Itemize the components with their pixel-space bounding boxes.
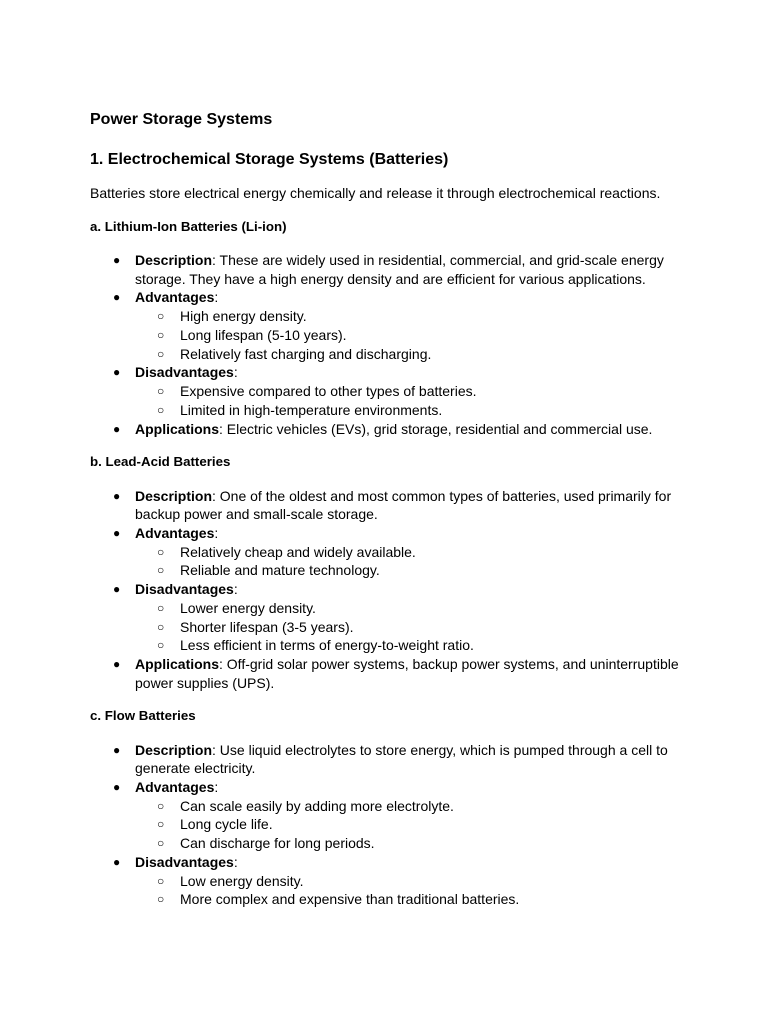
bullet-list-lead-acid xyxy=(90,487,690,693)
sub-list-text: Relatively fast charging and discharging. xyxy=(180,345,432,362)
bullet-marker: ● xyxy=(113,525,121,540)
term-colon: : xyxy=(214,524,219,541)
term-label: Disadvantages xyxy=(135,581,234,598)
term-label: Description xyxy=(135,741,213,758)
sub-list-item xyxy=(135,890,690,909)
document-title: Power Storage Systems xyxy=(90,111,273,128)
sub-list xyxy=(135,872,690,910)
term-colon: : xyxy=(214,289,219,306)
subsection-heading-lead-acid: b. Lead-Acid Batteries xyxy=(90,454,231,470)
sub-marker: ○ xyxy=(157,563,165,578)
list-item-applications xyxy=(90,420,690,439)
sub-list-text: Limited in high-temperature environments. xyxy=(180,401,443,418)
sub-list-text: Can scale easily by adding more electrolyte. xyxy=(180,797,454,814)
bullet-marker: ● xyxy=(113,365,121,380)
sub-list xyxy=(135,382,690,420)
term-text: : Use liquid electrolytes to store energy, which is pumped through a cell to generate electricity. xyxy=(135,741,668,777)
list-item-advantages xyxy=(90,288,690,363)
list-item-disadvantages xyxy=(90,363,690,419)
sub-marker: ○ xyxy=(157,383,165,398)
sub-list-text: Low energy density. xyxy=(180,872,304,889)
term-label: Applications xyxy=(135,420,220,437)
sub-list-item xyxy=(135,345,690,364)
term-label: Disadvantages xyxy=(135,854,234,871)
sub-list-item xyxy=(135,543,690,562)
sub-list-text: Reliable and mature technology. xyxy=(180,562,380,579)
sub-list-item xyxy=(135,561,690,580)
sub-marker: ○ xyxy=(157,798,165,813)
sub-list-text: High energy density. xyxy=(180,307,307,324)
bullet-list-flow xyxy=(90,741,690,909)
sub-marker: ○ xyxy=(157,308,165,323)
sub-marker: ○ xyxy=(157,817,165,832)
term-colon: : xyxy=(214,779,219,796)
sub-list-text: Shorter lifespan (3-5 years). xyxy=(180,618,354,635)
term-label: Applications xyxy=(135,656,220,673)
bullet-marker: ● xyxy=(113,582,121,597)
section-intro: Batteries store electrical energy chemically and release it through electrochemical reactions. xyxy=(90,185,661,201)
sub-list-item xyxy=(135,307,690,326)
sub-list-item xyxy=(135,618,690,637)
sub-list-item xyxy=(135,815,690,834)
sub-list-text: More complex and expensive than traditional batteries. xyxy=(180,891,520,908)
term-label: Disadvantages xyxy=(135,364,234,381)
term-label: Advantages xyxy=(135,524,215,541)
sub-marker: ○ xyxy=(157,638,165,653)
sub-list-text: Lower energy density. xyxy=(180,599,316,616)
list-item-disadvantages xyxy=(90,580,690,655)
subsection-heading-lithium-ion: a. Lithium-Ion Batteries (Li-ion) xyxy=(90,218,287,234)
list-item-advantages xyxy=(90,524,690,580)
sub-marker: ○ xyxy=(157,892,165,907)
sub-marker: ○ xyxy=(157,346,165,361)
bullet-marker: ● xyxy=(113,657,121,672)
sub-list xyxy=(135,599,690,655)
sub-list-text: Less efficient in terms of energy-to-weight ratio. xyxy=(180,637,474,654)
term-label: Advantages xyxy=(135,779,215,796)
term-colon: : xyxy=(233,364,238,381)
sub-list-text: Long lifespan (5-10 years). xyxy=(180,326,347,343)
sub-list xyxy=(135,543,690,581)
sub-list-item xyxy=(135,599,690,618)
sub-list-text: Expensive compared to other types of batteries. xyxy=(180,382,477,399)
list-item-description xyxy=(90,487,690,524)
sub-list-text: Relatively cheap and widely available. xyxy=(180,543,416,560)
sub-marker: ○ xyxy=(157,619,165,634)
term-text: : Electric vehicles (EVs), grid storage, residential and commercial use. xyxy=(219,420,653,437)
list-item-applications xyxy=(90,655,690,692)
term-text: : These are widely used in residential, commercial, and grid-scale energy storage. They have a high energy density and are efficient for various applications. xyxy=(135,252,664,287)
term-label: Advantages xyxy=(135,289,215,306)
sub-list-item xyxy=(135,834,690,853)
sub-marker: ○ xyxy=(157,600,165,615)
bullet-marker: ● xyxy=(113,421,121,436)
sub-list xyxy=(135,797,690,853)
sub-marker: ○ xyxy=(157,836,165,851)
bullet-marker: ● xyxy=(113,742,121,757)
section-heading: 1. Electrochemical Storage Systems (Batteries) xyxy=(90,151,449,168)
sub-list-item xyxy=(135,382,690,401)
subsection-heading-flow: c. Flow Batteries xyxy=(90,708,196,724)
sub-list-text: Long cycle life. xyxy=(180,816,273,833)
term-text: : One of the oldest and most common types of batteries, used primarily for backup power and small-scale storage. xyxy=(135,487,672,523)
term-colon: : xyxy=(233,854,238,871)
term-colon: : xyxy=(233,581,238,598)
sub-list xyxy=(135,307,690,363)
sub-list-item xyxy=(135,326,690,345)
list-item-description xyxy=(90,741,690,778)
term-text: : Off-grid solar power systems, backup power systems, and uninterruptible power supplies (UPS). xyxy=(135,656,679,691)
sub-marker: ○ xyxy=(157,544,165,559)
term-label: Description xyxy=(135,487,213,504)
sub-list-item xyxy=(135,797,690,816)
list-item-description xyxy=(90,251,690,288)
bullet-list-lithium-ion xyxy=(90,251,690,438)
sub-list-item xyxy=(135,872,690,891)
term-label: Description xyxy=(135,252,213,269)
bullet-marker: ● xyxy=(113,253,121,268)
bullet-marker: ● xyxy=(113,488,121,503)
sub-marker: ○ xyxy=(157,873,165,888)
list-item-advantages xyxy=(90,778,690,853)
bullet-marker: ● xyxy=(113,855,121,870)
document-page xyxy=(90,108,690,924)
sub-list-item xyxy=(135,636,690,655)
list-item-disadvantages xyxy=(90,853,690,909)
bullet-marker: ● xyxy=(113,780,121,795)
sub-list-text: Can discharge for long periods. xyxy=(180,835,375,852)
sub-list-item xyxy=(135,401,690,420)
bullet-marker: ● xyxy=(113,290,121,305)
sub-marker: ○ xyxy=(157,327,165,342)
sub-marker: ○ xyxy=(157,402,165,417)
